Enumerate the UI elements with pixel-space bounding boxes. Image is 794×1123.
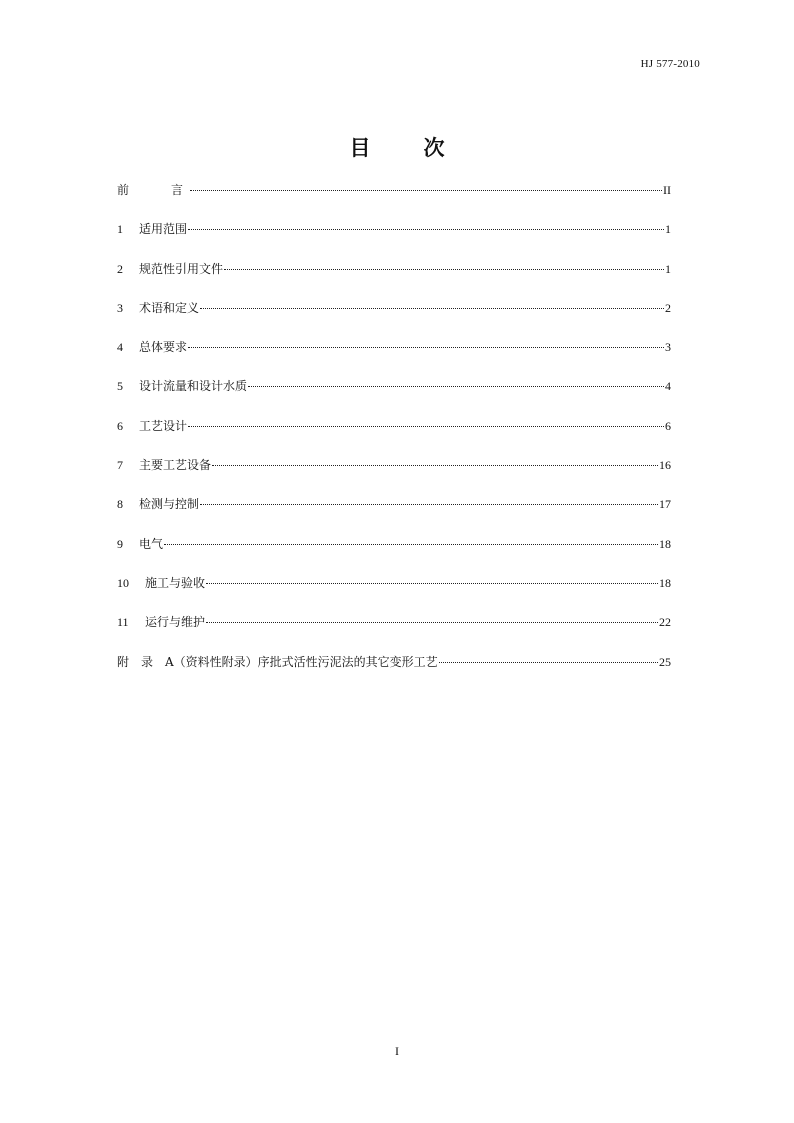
toc-entry-4[interactable] [117,338,671,377]
toc-entry-number: 3 [117,300,123,315]
toc-leader-dots [200,308,664,309]
toc-leader-dots [200,504,658,505]
toc-leader-dots [206,583,658,584]
toc-entry-label: 施工与验收 [145,575,206,590]
toc-entry-number: 7 [117,458,123,473]
toc-entry-number: 6 [117,418,123,433]
toc-entry-label: 适用范围 [139,222,188,237]
toc-entry-3[interactable] [117,299,671,338]
toc-entry-page: 1 [665,261,671,276]
toc-entry-2[interactable] [117,260,671,299]
toc-entry-page: 2 [665,300,671,315]
toc-entry-label: 主要工艺设备 [139,458,212,473]
toc-leader-dots [439,662,658,663]
toc-entry-page: II [663,183,671,197]
toc-entry-number: 2 [117,261,123,276]
toc-entry-label: 总体要求 [139,340,188,355]
toc-leader-dots [190,190,662,191]
toc-entry-label: 术语和定义 [139,300,200,315]
toc-entry-number: 10 [117,575,129,590]
toc-entry-label: 设计流量和设计水质 [139,379,248,394]
toc-entry-page: 17 [659,497,671,512]
toc-entry-7[interactable] [117,456,671,495]
toc-leader-dots [248,386,664,387]
toc-entry-page: 18 [659,575,671,590]
toc-entry-label: 前 言 [117,183,190,197]
toc-entry-number: 8 [117,497,123,512]
toc-leader-dots [188,347,664,348]
toc-entry-page: 25 [659,654,671,669]
toc-leader-dots [188,426,664,427]
toc-entry-label: 电气 [139,536,164,551]
toc-entry-10[interactable] [117,574,671,613]
toc-entry-page: 1 [665,222,671,237]
toc-entry-9[interactable] [117,535,671,574]
toc-entry-label: 工艺设计 [139,418,188,433]
toc-entry-6[interactable] [117,417,671,456]
toc-entry-number: 5 [117,379,123,394]
toc-entry-number: 1 [117,222,123,237]
toc-title: 目 次 [349,135,461,160]
toc-leader-dots [212,465,658,466]
toc-leader-dots [224,269,664,270]
toc-entry-appendix-a[interactable] [117,653,671,692]
toc-entry-5[interactable] [117,377,671,416]
toc-entry-number: 9 [117,536,123,551]
toc-entry-preface[interactable] [117,181,671,220]
toc-entry-page: 22 [659,615,671,630]
standard-code: HJ 577-2010 [640,58,700,70]
toc-entry-page: 16 [659,458,671,473]
toc-entry-label: 规范性引用文件 [139,261,224,276]
toc-entry-11[interactable] [117,613,671,652]
toc-entry-page: 18 [659,536,671,551]
toc-entry-1[interactable] [117,220,671,259]
toc-leader-dots [206,622,658,623]
page-number: I [395,1044,399,1058]
toc-entry-page: 3 [665,340,671,355]
toc-entry-number: 4 [117,340,123,355]
toc-entry-label: 检测与控制 [139,497,200,512]
toc-entry-page: 4 [665,379,671,394]
toc-entry-8[interactable] [117,495,671,534]
toc-entry-label: 运行与维护 [145,615,206,630]
toc-entry-label: 附 录 A（资料性附录）序批式活性污泥法的其它变形工艺 [117,654,438,669]
toc-leader-dots [188,229,664,230]
toc-entry-number: 11 [117,615,129,630]
table-of-contents [117,181,671,692]
toc-leader-dots [164,544,658,545]
toc-entry-page: 6 [665,418,671,433]
